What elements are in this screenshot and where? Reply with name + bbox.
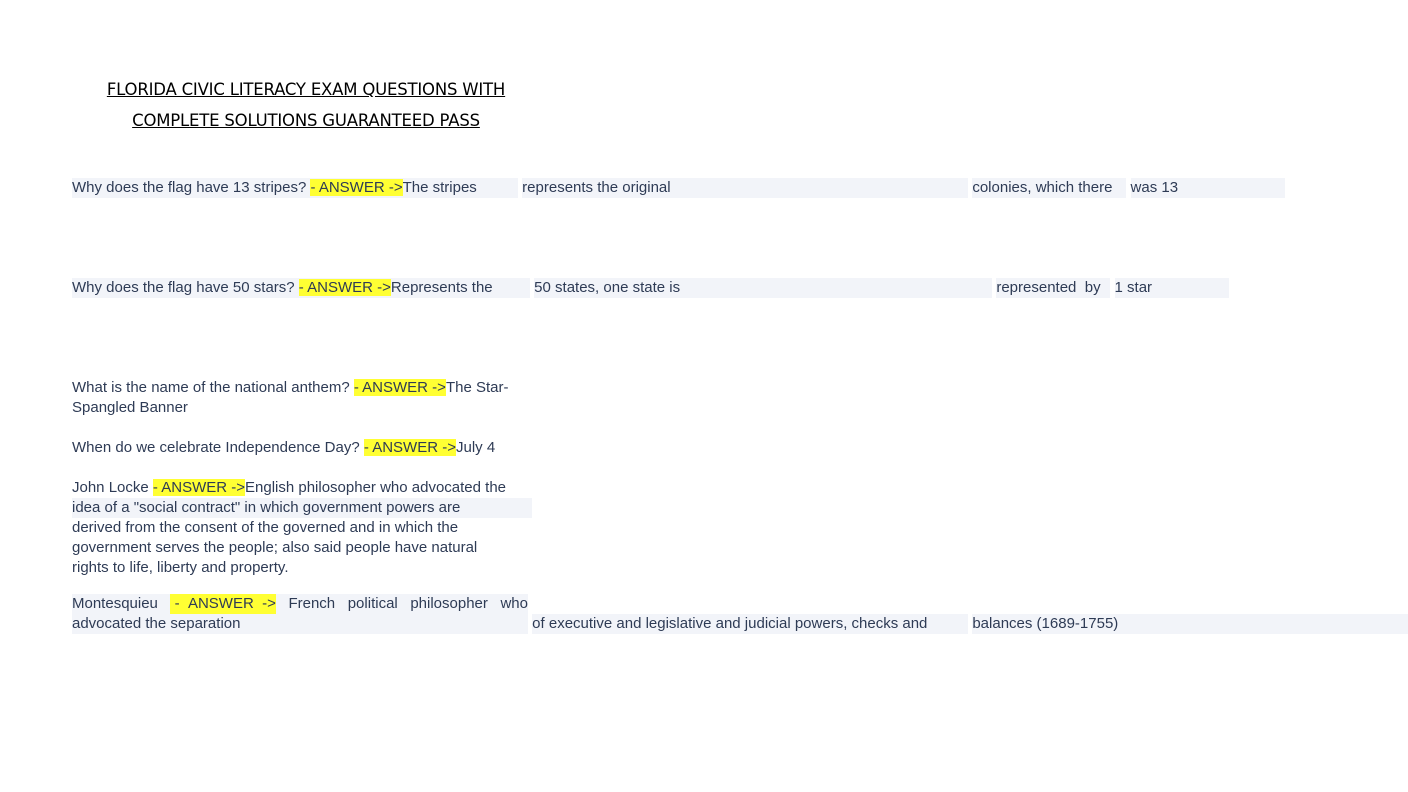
answer-text: 50 states, one state is (534, 279, 681, 296)
answer-text: philosopher (410, 595, 488, 612)
answer-text: derived from the consent of the governed and in which the (72, 519, 459, 536)
answer-text: Represents the (390, 279, 493, 296)
answer-text: political (347, 595, 398, 612)
answer-marker: - ANSWER -> (310, 179, 403, 196)
answer-text: July 4 (455, 439, 496, 456)
answer-text: who (500, 595, 528, 612)
qa-item-john-locke (72, 478, 532, 578)
answer-text: represents the original (522, 179, 671, 196)
answer-text: English philosopher who advocated the (245, 479, 507, 496)
answer-marker: - ANSWER -> (298, 279, 391, 296)
question-text: Montesquieu (72, 595, 158, 612)
answer-text: The Star- (445, 379, 509, 396)
answer-text: idea of a "social contract" in which government powers are (72, 499, 461, 516)
answer-text: Spangled Banner (72, 399, 188, 416)
answer-marker: - ANSWER -> (353, 379, 446, 396)
title-line-2: COMPLETE SOLUTIONS GUARANTEED PASS (132, 111, 480, 130)
answer-text: advocated the separation (72, 615, 241, 632)
qa-item-independence-day (72, 438, 495, 458)
answer-marker: - ANSWER -> (363, 439, 456, 456)
qa-item-montesquieu (72, 594, 1408, 634)
answer-text: balances (1689-1755) (972, 615, 1119, 632)
question-text: Why does the flag have 50 stars? (72, 279, 299, 296)
question-text: Why does the flag have 13 stripes? (72, 179, 311, 196)
title-line-1: FLORIDA CIVIC LITERACY EXAM QUESTIONS WITH (106, 80, 506, 99)
answer-text: 1 star (1114, 279, 1153, 296)
answer-text: government serves the people; also said people have natural (72, 539, 478, 556)
answer-text: colonies, which there (972, 179, 1113, 196)
answer-text: was 13 (1130, 179, 1179, 196)
answer-marker: - ANSWER -> (170, 595, 276, 612)
answer-text: The stripes (402, 179, 477, 196)
qa-item-national-anthem (72, 378, 508, 418)
answer-text: rights to life, liberty and property. (72, 559, 289, 576)
qa-item-flag-stars (72, 278, 1229, 298)
answer-text: French (288, 595, 336, 612)
answer-text: of executive and legislative and judicial powers, checks and (532, 615, 928, 632)
document-title (0, 74, 612, 136)
answer-text: represented by (996, 279, 1101, 296)
question-text: When do we celebrate Independence Day? (72, 439, 364, 456)
answer-marker: - ANSWER -> (152, 479, 245, 496)
question-text: What is the name of the national anthem? (72, 379, 354, 396)
question-text: John Locke (72, 479, 153, 496)
qa-item-flag-stripes (72, 178, 1285, 198)
